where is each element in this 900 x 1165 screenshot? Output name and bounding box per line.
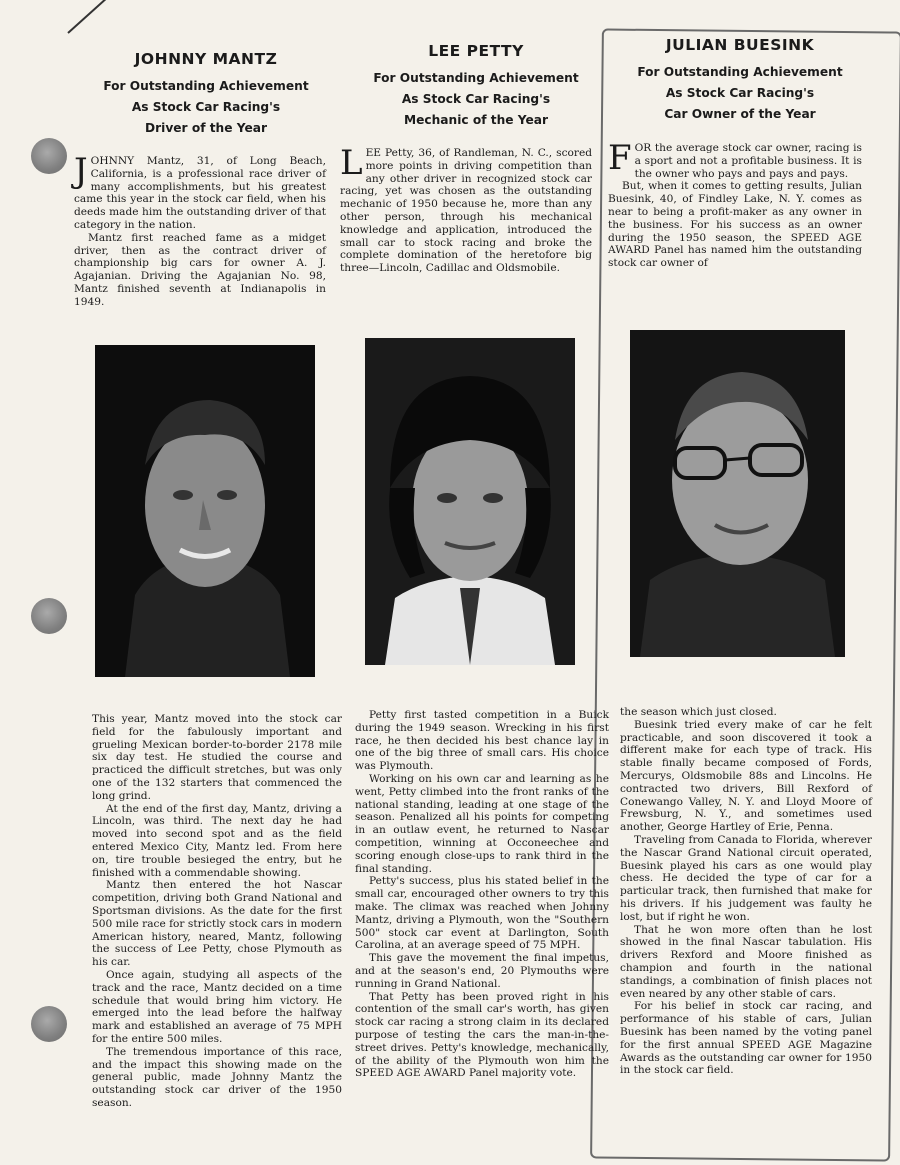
paragraph: This gave the movement the final impetus, and at the season's end, 20 Plymouths were running in Grand National.	[355, 952, 609, 990]
column-petty-intro	[340, 143, 592, 275]
binder-hole	[31, 1006, 67, 1042]
paragraph: That Petty has been proved right in his contention of the small car's worth, has given stock car racing a strong claim in its declared purpose of testing the cars the man-in-the-street drives. Petty's knowledge, mechanically, of the ability of the Plymouth won him the SPEED AGE AWARD Panel majority vote.	[355, 990, 609, 1080]
drop-cap: F	[608, 138, 632, 178]
heading-name: JULIAN BUESINK	[665, 36, 815, 54]
award-line: As Stock Car Racing's	[665, 86, 815, 100]
heading-name: JOHNNY MANTZ	[134, 50, 278, 68]
column-buesink-intro	[608, 138, 862, 270]
paragraph: At the end of the first day, Mantz, driving a Lincoln, was third. The next day he had moved into second spot and as the field entered Mexico City, Mantz led. From here on, tire trouble besieged the entry, but he finished with a commendable showing.	[92, 802, 342, 879]
intro-text: OR the average stock car owner, racing is a sport and not a profitable business. It is the owner who pays and pays and pays.	[634, 142, 862, 180]
paragraph: Traveling from Canada to Florida, wherever the Nascar Grand National circuit operated, Buesink played his cars as one would play chess. He decided the type of car for a particular track, then furnished that make for his drivers. If his judgement was faulty he lost, but if right he won.	[620, 833, 872, 923]
portrait-image	[630, 330, 845, 657]
column-petty-body	[355, 709, 609, 1080]
column-buesink-header	[612, 36, 868, 125]
paragraph: Petty's success, plus his stated belief in the small car, encouraged other owners to try this make. The climax was reached when Johnny Mantz, driving a Plymouth, won the "Southern 500" stock car event at Darlington, South Carolina, at an average speed of 75 MPH.	[355, 875, 609, 952]
binder-hole	[31, 138, 67, 174]
paragraph: the season which just closed.	[620, 706, 777, 718]
award-line: Mechanic of the Year	[404, 113, 548, 127]
paragraph: Working on his own car and learning as he went, Petty climbed into the front ranks of the national standing, leading at one stage of the season. Penalized all his points for competing in an outlaw event, he returned to Nascar competition, winning at Occoneechee and scoring enough close-ups to rank third in the final standing.	[355, 772, 609, 875]
pen-mark	[67, 0, 120, 34]
paragraph: But, when it comes to getting results, Julian Buesink, 40, of Findley Lake, N. Y. comes as near to being a profit-maker as any owner in the business. For his success as an owner during the 1950 season, the SPEED AGE AWARD Panel has named him the outstanding stock car owner of	[608, 180, 862, 270]
column-mantz-body	[92, 713, 342, 1110]
portrait-image	[365, 338, 575, 665]
paragraph: For his belief in stock car racing, and performance of his stable of cars, Julian Buesink has been named by the voting panel for the first annual SPEED AGE Magazine Awards as the outstanding car owner for 1950 in the stock car field.	[620, 1000, 872, 1077]
paragraph: Mantz first reached fame as a midget driver, then as the contract driver of championship big cars for owner A. J. Agajanian. Driving the Agajanian No. 98, Mantz finished seventh at Indianapolis in 1949.	[74, 231, 326, 308]
drop-cap: L	[340, 143, 363, 183]
award-line: For Outstanding Achievement	[103, 79, 309, 93]
award-line: As Stock Car Racing's	[131, 100, 281, 114]
portrait-image	[95, 345, 315, 677]
paragraph: That he won more often than he lost showed in the final Nascar tabulation. His drivers Rexford and Moore finished as champion and fourth in the national standings, a combination of finish places not even neared by any other stable of cars.	[620, 923, 872, 1000]
intro-text: OHNNY Mantz, 31, of Long Beach, California, is a professional race driver of many accomplishments, but his greatest came this year in the stock car field, when his deeds made him the outstanding driver of that category in the nation.	[74, 155, 326, 231]
paragraph: Buesink tried every make of car he felt practicable, and soon discovered it took a different make for each type of track. His stable finally became composed of Fords, Mercurys, Oldsmobile 88s and Lincolns. He contracted two drivers, Bill Rexford of Conewango Valley, N. Y. and Lloyd Moore of Frewsburg, N. Y., and sometimes used another, George Hartley of Erie, Penna.	[620, 718, 872, 834]
award-line: As Stock Car Racing's	[401, 92, 551, 106]
award-line: Driver of the Year	[145, 121, 267, 135]
award-title	[612, 62, 868, 125]
award-line: Car Owner of the Year	[664, 107, 816, 121]
intro-paragraph	[74, 151, 326, 232]
intro-paragraph	[340, 143, 592, 275]
portrait-johnny-mantz	[95, 345, 315, 677]
portrait-lee-petty	[365, 338, 575, 665]
paragraph: Mantz then entered the hot Nascar competition, driving both Grand National and Sportsman divisions. As the date for the first 500 mile race for strictly stock cars in modern American history, neared, Mantz, following the success of Lee Petty, chose Plymouth as his car.	[92, 879, 342, 969]
award-line: For Outstanding Achievement	[373, 71, 579, 85]
binder-hole	[31, 598, 67, 634]
award-title	[348, 68, 604, 131]
intro-text: EE Petty, 36, of Randleman, N. C., scored more points in driving competition than any other driver in recognized stock car racing, yet was chosen as the outstanding mechanic of 1950 because he, more than any other person, through his mechanical knowledge and application, introduced the small car to stock racing and broke the complete domination of the heretofore big three—Lincoln, Cadillac and Oldsmobile.	[340, 147, 592, 275]
paragraph: Once again, studying all aspects of the track and the race, Mantz decided on a time schedule that would bring him victory. He emerged into the lead before the halfway mark and established an average of 75 MPH for the entire 500 miles.	[92, 968, 342, 1045]
award-line: For Outstanding Achievement	[637, 65, 843, 79]
paragraph: The tremendous importance of this race, and the impact this showing made on the general public, made Johnny Mantz the outstanding stock car driver of the 1950 season.	[92, 1045, 342, 1109]
column-mantz-header	[78, 50, 334, 139]
column-mantz-intro	[74, 151, 326, 309]
column-buesink-body	[620, 706, 872, 1077]
drop-cap: J	[74, 151, 88, 191]
award-title	[78, 76, 334, 139]
column-petty-header	[348, 42, 604, 131]
portrait-julian-buesink	[630, 330, 845, 657]
paragraph: This year, Mantz moved into the stock car field for the fabulously important and grueling Mexican border-to-border 2178 mile six day test. He studied the course and practiced the difficult stretches, but was only one of the 132 starters that commenced the long grind.	[92, 713, 342, 802]
heading-name: LEE PETTY	[428, 42, 524, 60]
paragraph: Petty first tasted competition in a Buick during the 1949 season. Wrecking in his first race, he then decided his best chance lay in one of the big three of small cars. His choice was Plymouth.	[355, 709, 609, 773]
intro-paragraph	[608, 138, 862, 180]
